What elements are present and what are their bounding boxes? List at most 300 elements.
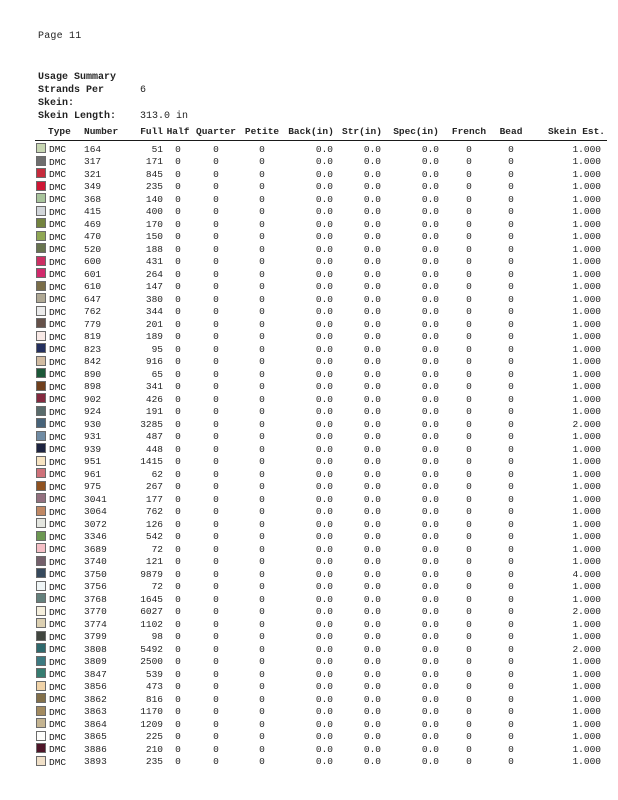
french-cell: 0: [466, 243, 472, 255]
color-swatch: [36, 593, 46, 603]
half-cell: 0: [175, 456, 181, 467]
summary-value: 313.0 in: [140, 111, 189, 122]
petite-cell: 0: [259, 443, 265, 455]
spec-cell: 0.0: [421, 418, 439, 430]
number-cell: 3770: [84, 606, 107, 617]
petite-cell: 0: [259, 593, 265, 605]
type-cell: [35, 631, 79, 644]
str-cell: 0.0: [363, 668, 381, 680]
skein-est-cell: 1.000: [572, 443, 601, 455]
str-cell: 0.0: [363, 281, 381, 292]
number-cell: 349: [84, 181, 102, 192]
bead-cell: 0: [508, 531, 514, 542]
half-cell: 0: [175, 243, 181, 255]
skein-est-cell: 1.000: [572, 706, 601, 717]
full-cell: 542: [145, 531, 163, 542]
type-cell: [35, 418, 79, 431]
header-type: Type: [35, 126, 79, 141]
back-cell: 0.0: [315, 293, 333, 305]
table-row: [35, 756, 607, 769]
skein-est-cell: 1.000: [572, 393, 601, 405]
color-swatch: [36, 368, 46, 378]
spec-cell: 0.0: [421, 743, 439, 755]
back-cell: 0.0: [315, 168, 333, 180]
full-cell: 188: [145, 243, 163, 255]
table-row: [35, 681, 607, 694]
half-cell: 0: [175, 268, 181, 280]
half-cell: 0: [175, 381, 181, 392]
back-cell: 0.0: [315, 481, 333, 492]
full-cell: 72: [151, 543, 163, 555]
table-row: [35, 506, 607, 519]
number-cell: 3346: [84, 531, 107, 542]
french-cell: 0: [466, 406, 472, 417]
spec-cell: 0.0: [421, 506, 439, 517]
type-label: DMC: [49, 444, 67, 455]
spec-cell: 0.0: [421, 581, 439, 592]
quarter-cell: 0: [213, 343, 219, 355]
table-row: [35, 618, 607, 631]
str-cell: 0.0: [363, 656, 381, 667]
table-row: [35, 243, 607, 256]
color-swatch: [36, 306, 46, 316]
type-cell: [35, 293, 79, 306]
full-cell: 1170: [140, 706, 163, 717]
color-swatch: [36, 468, 46, 478]
color-swatch: [36, 293, 46, 303]
str-cell: 0.0: [363, 218, 381, 230]
back-cell: 0.0: [315, 743, 333, 755]
type-cell: [35, 606, 79, 619]
spec-cell: 0.0: [421, 543, 439, 555]
full-cell: 845: [145, 168, 163, 180]
str-cell: 0.0: [363, 256, 381, 267]
table-row: [35, 418, 607, 431]
quarter-cell: 0: [213, 656, 219, 667]
color-swatch: [36, 318, 46, 328]
table-row: [35, 656, 607, 669]
color-swatch: [36, 193, 46, 203]
skein-est-cell: 1.000: [572, 306, 601, 317]
back-cell: 0.0: [315, 656, 333, 667]
type-label: DMC: [49, 494, 67, 505]
table-row: [35, 718, 607, 731]
half-cell: 0: [175, 431, 181, 442]
spec-cell: 0.0: [421, 518, 439, 530]
petite-cell: 0: [259, 668, 265, 680]
spec-cell: 0.0: [421, 756, 439, 767]
skein-est-cell: 2.000: [572, 606, 601, 617]
color-swatch: [36, 156, 46, 166]
color-swatch: [36, 406, 46, 416]
half-cell: 0: [175, 143, 181, 155]
type-cell: [35, 141, 79, 156]
quarter-cell: 0: [213, 568, 219, 580]
spec-cell: 0.0: [421, 143, 439, 155]
half-cell: 0: [175, 406, 181, 417]
spec-cell: 0.0: [421, 218, 439, 230]
spec-cell: 0.0: [421, 318, 439, 330]
petite-cell: 0: [259, 531, 265, 542]
type-label: DMC: [49, 231, 67, 243]
type-cell: [35, 481, 79, 494]
spec-cell: 0.0: [421, 656, 439, 667]
skein-est-cell: 2.000: [572, 643, 601, 655]
str-cell: 0.0: [363, 731, 381, 742]
half-cell: 0: [175, 731, 181, 742]
half-cell: 0: [175, 518, 181, 530]
quarter-cell: 0: [213, 318, 219, 330]
color-swatch: [36, 281, 46, 291]
spec-cell: 0.0: [421, 356, 439, 367]
bead-cell: 0: [508, 543, 514, 555]
french-cell: 0: [466, 518, 472, 530]
quarter-cell: 0: [213, 306, 219, 317]
french-cell: 0: [466, 693, 472, 705]
type-label: DMC: [49, 606, 67, 618]
type-label: DMC: [49, 344, 67, 355]
header-skein-est: Skein Est.: [529, 126, 607, 141]
type-label: DMC: [49, 569, 67, 580]
header-half: Half: [163, 126, 193, 141]
back-cell: 0.0: [315, 643, 333, 655]
type-cell: [35, 243, 79, 256]
table-row: [35, 406, 607, 419]
spec-cell: 0.0: [421, 593, 439, 605]
str-cell: 0.0: [363, 581, 381, 592]
bead-cell: 0: [508, 256, 514, 267]
petite-cell: 0: [259, 581, 265, 592]
french-cell: 0: [466, 756, 472, 767]
color-swatch: [36, 343, 46, 353]
spec-cell: 0.0: [421, 531, 439, 542]
type-label: DMC: [49, 181, 67, 193]
full-cell: 264: [145, 268, 163, 280]
str-cell: 0.0: [363, 743, 381, 755]
str-cell: 0.0: [363, 618, 381, 630]
back-cell: 0.0: [315, 218, 333, 230]
table-row: [35, 481, 607, 494]
quarter-cell: 0: [213, 281, 219, 292]
half-cell: 0: [175, 556, 181, 567]
petite-cell: 0: [259, 306, 265, 317]
half-cell: 0: [175, 668, 181, 680]
petite-cell: 0: [259, 356, 265, 367]
quarter-cell: 0: [213, 531, 219, 542]
table-row: [35, 343, 607, 356]
back-cell: 0.0: [315, 443, 333, 455]
petite-cell: 0: [259, 493, 265, 505]
petite-cell: 0: [259, 243, 265, 255]
back-cell: 0.0: [315, 693, 333, 705]
spec-cell: 0.0: [421, 431, 439, 442]
half-cell: 0: [175, 318, 181, 330]
str-cell: 0.0: [363, 543, 381, 555]
str-cell: 0.0: [363, 756, 381, 767]
number-cell: 3847: [84, 668, 107, 680]
color-swatch: [36, 206, 46, 216]
str-cell: 0.0: [363, 518, 381, 530]
french-cell: 0: [466, 543, 472, 555]
table-row: [35, 581, 607, 594]
number-cell: 3886: [84, 743, 107, 755]
full-cell: 201: [145, 318, 163, 330]
number-cell: 3856: [84, 681, 107, 692]
type-cell: [35, 456, 79, 469]
table-row: [35, 556, 607, 569]
number-cell: 902: [84, 393, 102, 405]
number-cell: 931: [84, 431, 102, 442]
type-cell: [35, 281, 79, 294]
quarter-cell: 0: [213, 506, 219, 517]
french-cell: 0: [466, 568, 472, 580]
bead-cell: 0: [508, 593, 514, 605]
full-cell: 341: [145, 381, 163, 392]
number-cell: 898: [84, 381, 102, 392]
spec-cell: 0.0: [421, 168, 439, 180]
skein-est-cell: 1.000: [572, 518, 601, 530]
spec-cell: 0.0: [421, 706, 439, 717]
back-cell: 0.0: [315, 718, 333, 730]
table-row: [35, 443, 607, 456]
color-swatch: [36, 218, 46, 228]
type-label: DMC: [49, 294, 67, 305]
quarter-cell: 0: [213, 181, 219, 192]
type-label: DMC: [49, 269, 67, 280]
half-cell: 0: [175, 393, 181, 405]
number-cell: 3809: [84, 656, 107, 667]
back-cell: 0.0: [315, 281, 333, 292]
french-cell: 0: [466, 668, 472, 680]
back-cell: 0.0: [315, 318, 333, 330]
type-label: DMC: [49, 719, 67, 730]
color-swatch: [36, 681, 46, 691]
french-cell: 0: [466, 743, 472, 755]
french-cell: 0: [466, 556, 472, 567]
type-cell: [35, 331, 79, 344]
number-cell: 3862: [84, 693, 107, 705]
back-cell: 0.0: [315, 381, 333, 392]
bead-cell: 0: [508, 168, 514, 180]
quarter-cell: 0: [213, 606, 219, 617]
half-cell: 0: [175, 631, 181, 642]
spec-cell: 0.0: [421, 443, 439, 455]
number-cell: 3064: [84, 506, 107, 517]
bead-cell: 0: [508, 656, 514, 667]
bead-cell: 0: [508, 693, 514, 705]
table-row: [35, 568, 607, 581]
color-swatch: [36, 481, 46, 491]
petite-cell: 0: [259, 456, 265, 467]
back-cell: 0.0: [315, 231, 333, 242]
petite-cell: 0: [259, 693, 265, 705]
type-cell: [35, 681, 79, 694]
skein-est-cell: 1.000: [572, 156, 601, 167]
french-cell: 0: [466, 731, 472, 742]
color-swatch: [36, 693, 46, 703]
type-label: DMC: [49, 306, 67, 318]
quarter-cell: 0: [213, 743, 219, 755]
str-cell: 0.0: [363, 406, 381, 417]
str-cell: 0.0: [363, 181, 381, 192]
type-label: DMC: [49, 456, 67, 468]
full-cell: 150: [145, 231, 163, 242]
half-cell: 0: [175, 343, 181, 355]
color-swatch: [36, 456, 46, 466]
header-bead: Bead: [493, 126, 529, 141]
back-cell: 0.0: [315, 556, 333, 567]
petite-cell: 0: [259, 618, 265, 630]
header-number: Number: [79, 126, 131, 141]
skein-est-cell: 1.000: [572, 368, 601, 380]
half-cell: 0: [175, 443, 181, 455]
petite-cell: 0: [259, 368, 265, 380]
number-cell: 3863: [84, 706, 107, 717]
petite-cell: 0: [259, 343, 265, 355]
full-cell: 2500: [140, 656, 163, 667]
spec-cell: 0.0: [421, 393, 439, 405]
back-cell: 0.0: [315, 156, 333, 167]
half-cell: 0: [175, 181, 181, 192]
number-cell: 842: [84, 356, 102, 367]
str-cell: 0.0: [363, 193, 381, 205]
petite-cell: 0: [259, 656, 265, 667]
back-cell: 0.0: [315, 493, 333, 505]
color-swatch: [36, 256, 46, 266]
bead-cell: 0: [508, 393, 514, 405]
number-cell: 3865: [84, 731, 107, 742]
full-cell: 170: [145, 218, 163, 230]
str-cell: 0.0: [363, 706, 381, 717]
type-cell: [35, 543, 79, 556]
spec-cell: 0.0: [421, 481, 439, 492]
bead-cell: 0: [508, 243, 514, 255]
full-cell: 1209: [140, 718, 163, 730]
str-cell: 0.0: [363, 568, 381, 580]
skein-est-cell: 1.000: [572, 256, 601, 267]
full-cell: 126: [145, 518, 163, 530]
half-cell: 0: [175, 743, 181, 755]
full-cell: 98: [151, 631, 163, 642]
half-cell: 0: [175, 643, 181, 655]
type-cell: [35, 731, 79, 744]
full-cell: 762: [145, 506, 163, 517]
skein-est-cell: 1.000: [572, 143, 601, 155]
bead-cell: 0: [508, 518, 514, 530]
bead-cell: 0: [508, 743, 514, 755]
skein-est-cell: 1.000: [572, 193, 601, 205]
petite-cell: 0: [259, 318, 265, 330]
petite-cell: 0: [259, 381, 265, 392]
table-row: [35, 643, 607, 656]
quarter-cell: 0: [213, 756, 219, 767]
half-cell: 0: [175, 356, 181, 367]
french-cell: 0: [466, 306, 472, 317]
table-row: [35, 293, 607, 306]
str-cell: 0.0: [363, 456, 381, 467]
type-cell: [35, 581, 79, 594]
number-cell: 975: [84, 481, 102, 492]
table-row: [35, 381, 607, 394]
french-cell: 0: [466, 493, 472, 505]
quarter-cell: 0: [213, 593, 219, 605]
back-cell: 0.0: [315, 193, 333, 205]
back-cell: 0.0: [315, 618, 333, 630]
full-cell: 916: [145, 356, 163, 367]
half-cell: 0: [175, 168, 181, 180]
color-swatch: [36, 143, 46, 153]
skein-est-cell: 1.000: [572, 231, 601, 242]
table-row: [35, 543, 607, 556]
page-number-label: Page 11: [38, 31, 82, 42]
type-label: DMC: [49, 469, 67, 480]
color-swatch: [36, 356, 46, 366]
str-cell: 0.0: [363, 631, 381, 642]
quarter-cell: 0: [213, 468, 219, 480]
spec-cell: 0.0: [421, 718, 439, 730]
back-cell: 0.0: [315, 756, 333, 767]
skein-est-cell: 1.000: [572, 381, 601, 392]
french-cell: 0: [466, 581, 472, 592]
quarter-cell: 0: [213, 731, 219, 742]
full-cell: 5492: [140, 643, 163, 655]
color-swatch: [36, 443, 46, 453]
petite-cell: 0: [259, 506, 265, 517]
spec-cell: 0.0: [421, 631, 439, 642]
type-label: DMC: [49, 281, 67, 293]
quarter-cell: 0: [213, 406, 219, 417]
french-cell: 0: [466, 331, 472, 342]
bead-cell: 0: [508, 218, 514, 230]
type-cell: [35, 181, 79, 194]
type-cell: [35, 231, 79, 244]
color-swatch: [36, 518, 46, 528]
table-row: [35, 493, 607, 506]
quarter-cell: 0: [213, 368, 219, 380]
bead-cell: 0: [508, 406, 514, 417]
full-cell: 6027: [140, 606, 163, 617]
spec-cell: 0.0: [421, 693, 439, 705]
half-cell: 0: [175, 231, 181, 242]
table-row: [35, 743, 607, 756]
bead-cell: 0: [508, 456, 514, 467]
petite-cell: 0: [259, 606, 265, 617]
quarter-cell: 0: [213, 543, 219, 555]
type-label: DMC: [49, 156, 67, 168]
type-cell: [35, 493, 79, 506]
table-row: [35, 218, 607, 231]
quarter-cell: 0: [213, 618, 219, 630]
header-french: French: [445, 126, 493, 141]
type-cell: [35, 618, 79, 631]
type-label: DMC: [49, 194, 67, 205]
str-cell: 0.0: [363, 156, 381, 167]
skein-est-cell: 1.000: [572, 293, 601, 305]
type-cell: [35, 593, 79, 606]
full-cell: 225: [145, 731, 163, 742]
table-row: [35, 256, 607, 269]
petite-cell: 0: [259, 268, 265, 280]
type-cell: [35, 506, 79, 519]
full-cell: 210: [145, 743, 163, 755]
back-cell: 0.0: [315, 406, 333, 417]
french-cell: 0: [466, 431, 472, 442]
french-cell: 0: [466, 218, 472, 230]
spec-cell: 0.0: [421, 556, 439, 567]
half-cell: 0: [175, 493, 181, 505]
back-cell: 0.0: [315, 631, 333, 642]
quarter-cell: 0: [213, 481, 219, 492]
